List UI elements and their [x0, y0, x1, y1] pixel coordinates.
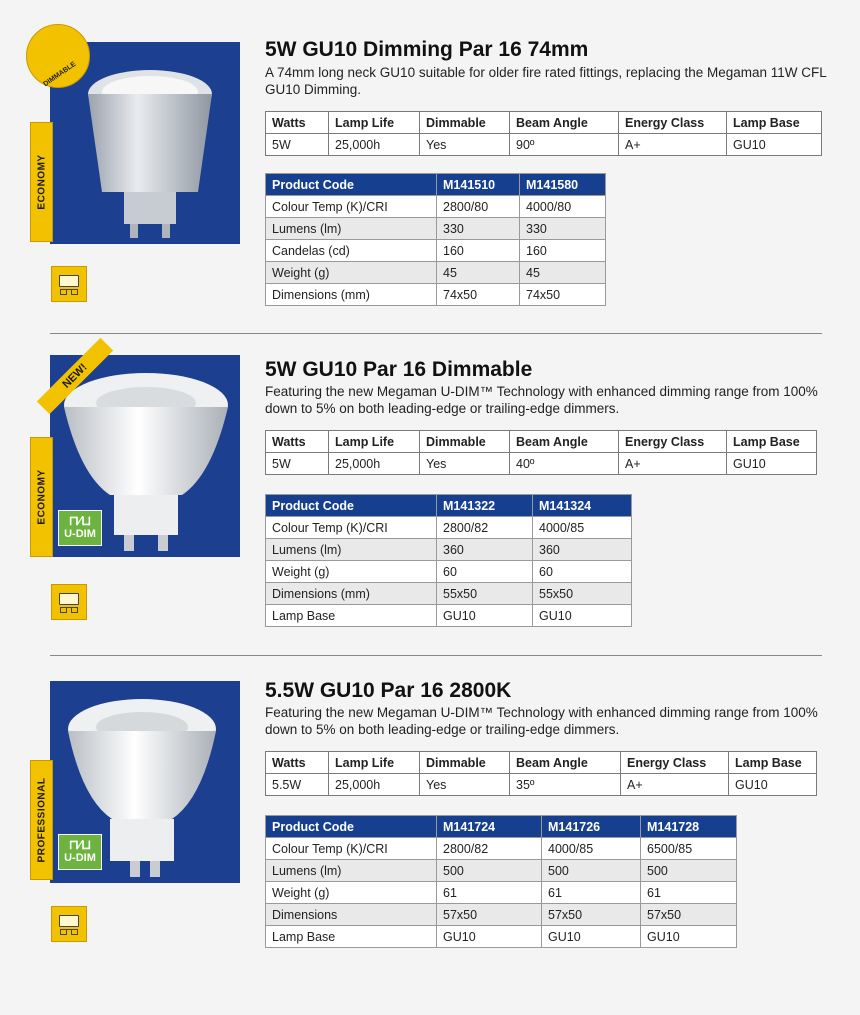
- row-label: Weight (g): [266, 882, 437, 904]
- product-title: 5W GU10 Dimming Par 16 74mm: [265, 38, 589, 61]
- spec-header: Lamp Base: [727, 431, 817, 453]
- row-label: Colour Temp (K)/CRI: [266, 196, 437, 218]
- spec-header: Lamp Base: [727, 112, 822, 134]
- spec-value: GU10: [727, 134, 822, 156]
- cell: 160: [520, 240, 606, 262]
- row-label: Lumens (lm): [266, 860, 437, 882]
- row-label: Colour Temp (K)/CRI: [266, 838, 437, 860]
- spec-value: 5.5W: [266, 774, 329, 796]
- product-description: Featuring the new Megaman U-DIM™ Technology with enhanced dimming range from 100% down to 5% on both leading-edge or trailing-edge dimmers.: [265, 384, 818, 416]
- spec-value: A+: [621, 774, 729, 796]
- fixture-icon: [51, 266, 87, 302]
- fixture-icon: [51, 906, 87, 942]
- tier-label-economy: ECONOMY: [30, 437, 53, 557]
- cell: 2800/82: [437, 838, 542, 860]
- cell: 55x50: [437, 583, 533, 605]
- row-label: Lamp Base: [266, 605, 437, 627]
- cell: 74x50: [437, 284, 520, 306]
- spec-table: [265, 111, 822, 156]
- cell: 6500/85: [641, 838, 737, 860]
- row-label: Candelas (cd): [266, 240, 437, 262]
- cell: 360: [533, 539, 632, 561]
- cell: 330: [437, 218, 520, 240]
- cell: 55x50: [533, 583, 632, 605]
- spec-value: Yes: [420, 774, 510, 796]
- row-label: Lumens (lm): [266, 539, 437, 561]
- product-header: Product Code: [266, 495, 437, 517]
- spec-header: Watts: [266, 752, 329, 774]
- cell: 61: [542, 882, 641, 904]
- tier-label-economy: ECONOMY: [30, 122, 53, 242]
- spec-header: Lamp Life: [329, 112, 420, 134]
- cell: 360: [437, 539, 533, 561]
- udim-badge: ⊓⁄⊔ U-DIM: [58, 510, 102, 546]
- product-header: M141324: [533, 495, 632, 517]
- cell: 60: [437, 561, 533, 583]
- cell: GU10: [437, 605, 533, 627]
- cell: 60: [533, 561, 632, 583]
- cell: 57x50: [437, 904, 542, 926]
- spec-value: Yes: [420, 134, 510, 156]
- new-badge: NEW!: [37, 338, 113, 414]
- table-row: [266, 539, 632, 561]
- cell: 500: [542, 860, 641, 882]
- udim-wave-icon: ⊓⁄⊔: [68, 837, 92, 852]
- spec-value: 25,000h: [329, 774, 420, 796]
- table-row: [266, 860, 737, 882]
- table-row: [266, 240, 606, 262]
- cell: 57x50: [542, 904, 641, 926]
- product-photo-2: [50, 355, 240, 557]
- product-header: M141510: [437, 174, 520, 196]
- udim-badge: ⊓⁄⊔ U-DIM: [58, 834, 102, 870]
- table-row: [266, 838, 737, 860]
- section-divider: [50, 655, 822, 656]
- spec-header: Energy Class: [621, 752, 729, 774]
- table-row: [266, 926, 737, 948]
- spec-value: 25,000h: [329, 134, 420, 156]
- table-row: [266, 904, 737, 926]
- table-row: [266, 284, 606, 306]
- cell: 500: [641, 860, 737, 882]
- spec-value: A+: [619, 134, 727, 156]
- spec-header: Lamp Base: [729, 752, 817, 774]
- cell: GU10: [542, 926, 641, 948]
- product-description: A 74mm long neck GU10 suitable for older fire rated fittings, replacing the Megaman 11W CFL GU10 Dimming.: [265, 65, 827, 97]
- product-code-table: [265, 173, 606, 306]
- cell: GU10: [533, 605, 632, 627]
- table-row: [266, 605, 632, 627]
- spec-value: 40º: [510, 453, 619, 475]
- spec-header: Watts: [266, 112, 329, 134]
- spec-table: [265, 430, 817, 475]
- section-divider: [50, 333, 822, 334]
- row-label: Dimensions: [266, 904, 437, 926]
- row-label: Weight (g): [266, 561, 437, 583]
- spec-header: Watts: [266, 431, 329, 453]
- table-row: [266, 196, 606, 218]
- cell: 61: [437, 882, 542, 904]
- spec-header: Lamp Life: [329, 431, 420, 453]
- cell: 2800/82: [437, 517, 533, 539]
- spec-header: Dimmable: [420, 431, 510, 453]
- product-photo-1: [42, 42, 240, 244]
- row-label: Dimensions (mm): [266, 583, 437, 605]
- spec-value: 90º: [510, 134, 619, 156]
- cell: 2800/80: [437, 196, 520, 218]
- cell: 4000/85: [542, 838, 641, 860]
- product-header: M141724: [437, 816, 542, 838]
- cell: 45: [437, 262, 520, 284]
- product-header: M141726: [542, 816, 641, 838]
- row-label: Weight (g): [266, 262, 437, 284]
- product-header: M141580: [520, 174, 606, 196]
- cell: GU10: [641, 926, 737, 948]
- cell: 160: [437, 240, 520, 262]
- table-row: [266, 882, 737, 904]
- cell: 61: [641, 882, 737, 904]
- row-label: Colour Temp (K)/CRI: [266, 517, 437, 539]
- product-title: 5W GU10 Par 16 Dimmable: [265, 358, 533, 381]
- table-row: [266, 262, 606, 284]
- cell: 500: [437, 860, 542, 882]
- product-description: Featuring the new Megaman U-DIM™ Technology with enhanced dimming range from 100% down to 5% on both leading-edge or trailing-edge dimmers.: [265, 705, 818, 737]
- spec-header: Dimmable: [420, 752, 510, 774]
- product-header: M141322: [437, 495, 533, 517]
- product-code-table: [265, 494, 632, 627]
- row-label: Dimensions (mm): [266, 284, 437, 306]
- spec-value: 5W: [266, 453, 329, 475]
- udim-wave-icon: ⊓⁄⊔: [68, 513, 92, 528]
- spec-header: Beam Angle: [510, 752, 621, 774]
- spec-header: Energy Class: [619, 431, 727, 453]
- product-code-table: [265, 815, 737, 948]
- table-row: [266, 561, 632, 583]
- spec-header: Energy Class: [619, 112, 727, 134]
- spec-header: Lamp Life: [329, 752, 420, 774]
- fixture-icon: [51, 584, 87, 620]
- product-header: Product Code: [266, 174, 437, 196]
- table-row: [266, 517, 632, 539]
- spec-header: Beam Angle: [510, 112, 619, 134]
- spec-value: Yes: [420, 453, 510, 475]
- tier-label-professional: PROFESSIONAL: [30, 760, 53, 880]
- product-title: 5.5W GU10 Par 16 2800K: [265, 679, 512, 702]
- dimmable-badge: DIMMABLE: [26, 24, 90, 88]
- product-header: Product Code: [266, 816, 437, 838]
- cell: GU10: [437, 926, 542, 948]
- table-row: [266, 218, 606, 240]
- spec-value: GU10: [729, 774, 817, 796]
- spec-value: GU10: [727, 453, 817, 475]
- row-label: Lumens (lm): [266, 218, 437, 240]
- spec-value: 25,000h: [329, 453, 420, 475]
- product-header: M141728: [641, 816, 737, 838]
- cell: 4000/80: [520, 196, 606, 218]
- cell: 330: [520, 218, 606, 240]
- spec-table: [265, 751, 817, 796]
- row-label: Lamp Base: [266, 926, 437, 948]
- cell: 57x50: [641, 904, 737, 926]
- product-photo-3: [50, 681, 240, 883]
- cell: 45: [520, 262, 606, 284]
- spec-value: 35º: [510, 774, 621, 796]
- spec-value: 5W: [266, 134, 329, 156]
- spec-header: Beam Angle: [510, 431, 619, 453]
- cell: 4000/85: [533, 517, 632, 539]
- table-row: [266, 583, 632, 605]
- spec-value: A+: [619, 453, 727, 475]
- spec-header: Dimmable: [420, 112, 510, 134]
- cell: 74x50: [520, 284, 606, 306]
